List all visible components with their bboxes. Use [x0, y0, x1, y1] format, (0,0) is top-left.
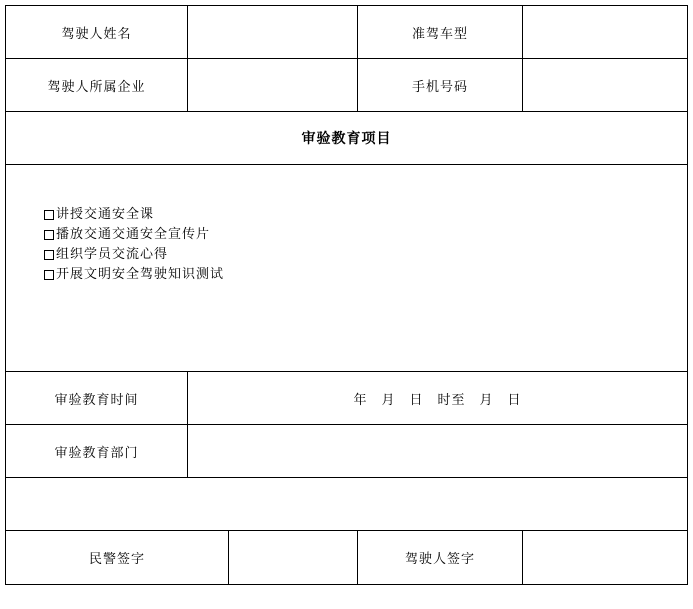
- driver-signature-field[interactable]: [523, 531, 687, 584]
- phone-field[interactable]: [523, 59, 687, 111]
- police-signature-label: 民警签字: [6, 531, 229, 584]
- education-time-field[interactable]: [188, 372, 687, 424]
- license-type-field[interactable]: [523, 6, 687, 58]
- driver-name-label: 驾驶人姓名: [6, 6, 188, 58]
- education-department-field[interactable]: [188, 425, 687, 477]
- company-label: 驾驶人所属企业: [6, 59, 188, 111]
- education-item[interactable]: [44, 265, 224, 285]
- checkbox-icon[interactable]: [44, 230, 54, 240]
- education-time-label: 审验教育时间: [6, 372, 188, 424]
- education-item[interactable]: [44, 205, 224, 225]
- education-time-date-line: [353, 389, 521, 408]
- row-blank: [6, 478, 687, 531]
- row-education-department: [6, 425, 687, 478]
- row-education-items: [6, 165, 687, 372]
- row-education-time: [6, 372, 687, 425]
- date-month-unit-end: 月: [479, 392, 494, 408]
- date-day-unit: 日: [409, 392, 424, 408]
- education-item-label: 组织学员交流心得: [56, 247, 169, 262]
- education-item-label: 讲授交通安全课: [56, 207, 155, 222]
- row-company: [6, 59, 687, 112]
- checkbox-icon[interactable]: [44, 250, 54, 260]
- row-signatures: [6, 531, 687, 584]
- education-item-label: 播放交通交通安全宣传片: [56, 227, 211, 242]
- date-until-unit: 时至: [437, 392, 466, 408]
- date-year-unit: 年: [353, 392, 368, 408]
- education-item[interactable]: [44, 225, 224, 245]
- education-item[interactable]: [44, 245, 224, 265]
- education-item-list: [44, 205, 224, 285]
- date-month-unit: 月: [381, 392, 396, 408]
- police-signature-field[interactable]: [229, 531, 358, 584]
- company-field[interactable]: [188, 59, 358, 111]
- checkbox-icon[interactable]: [44, 210, 54, 220]
- checkbox-icon[interactable]: [44, 270, 54, 280]
- row-driver-name: [6, 6, 687, 59]
- row-section-title: [6, 112, 687, 165]
- driver-name-field[interactable]: [188, 6, 358, 58]
- section-title: 审验教育项目: [301, 131, 392, 147]
- education-department-label: 审验教育部门: [6, 425, 188, 477]
- review-education-form: [5, 5, 688, 585]
- phone-label: 手机号码: [358, 59, 523, 111]
- license-type-label: 准驾车型: [358, 6, 523, 58]
- date-day-unit-end: 日: [507, 392, 522, 408]
- driver-signature-label: 驾驶人签字: [358, 531, 523, 584]
- education-item-label: 开展文明安全驾驶知识测试: [56, 267, 225, 282]
